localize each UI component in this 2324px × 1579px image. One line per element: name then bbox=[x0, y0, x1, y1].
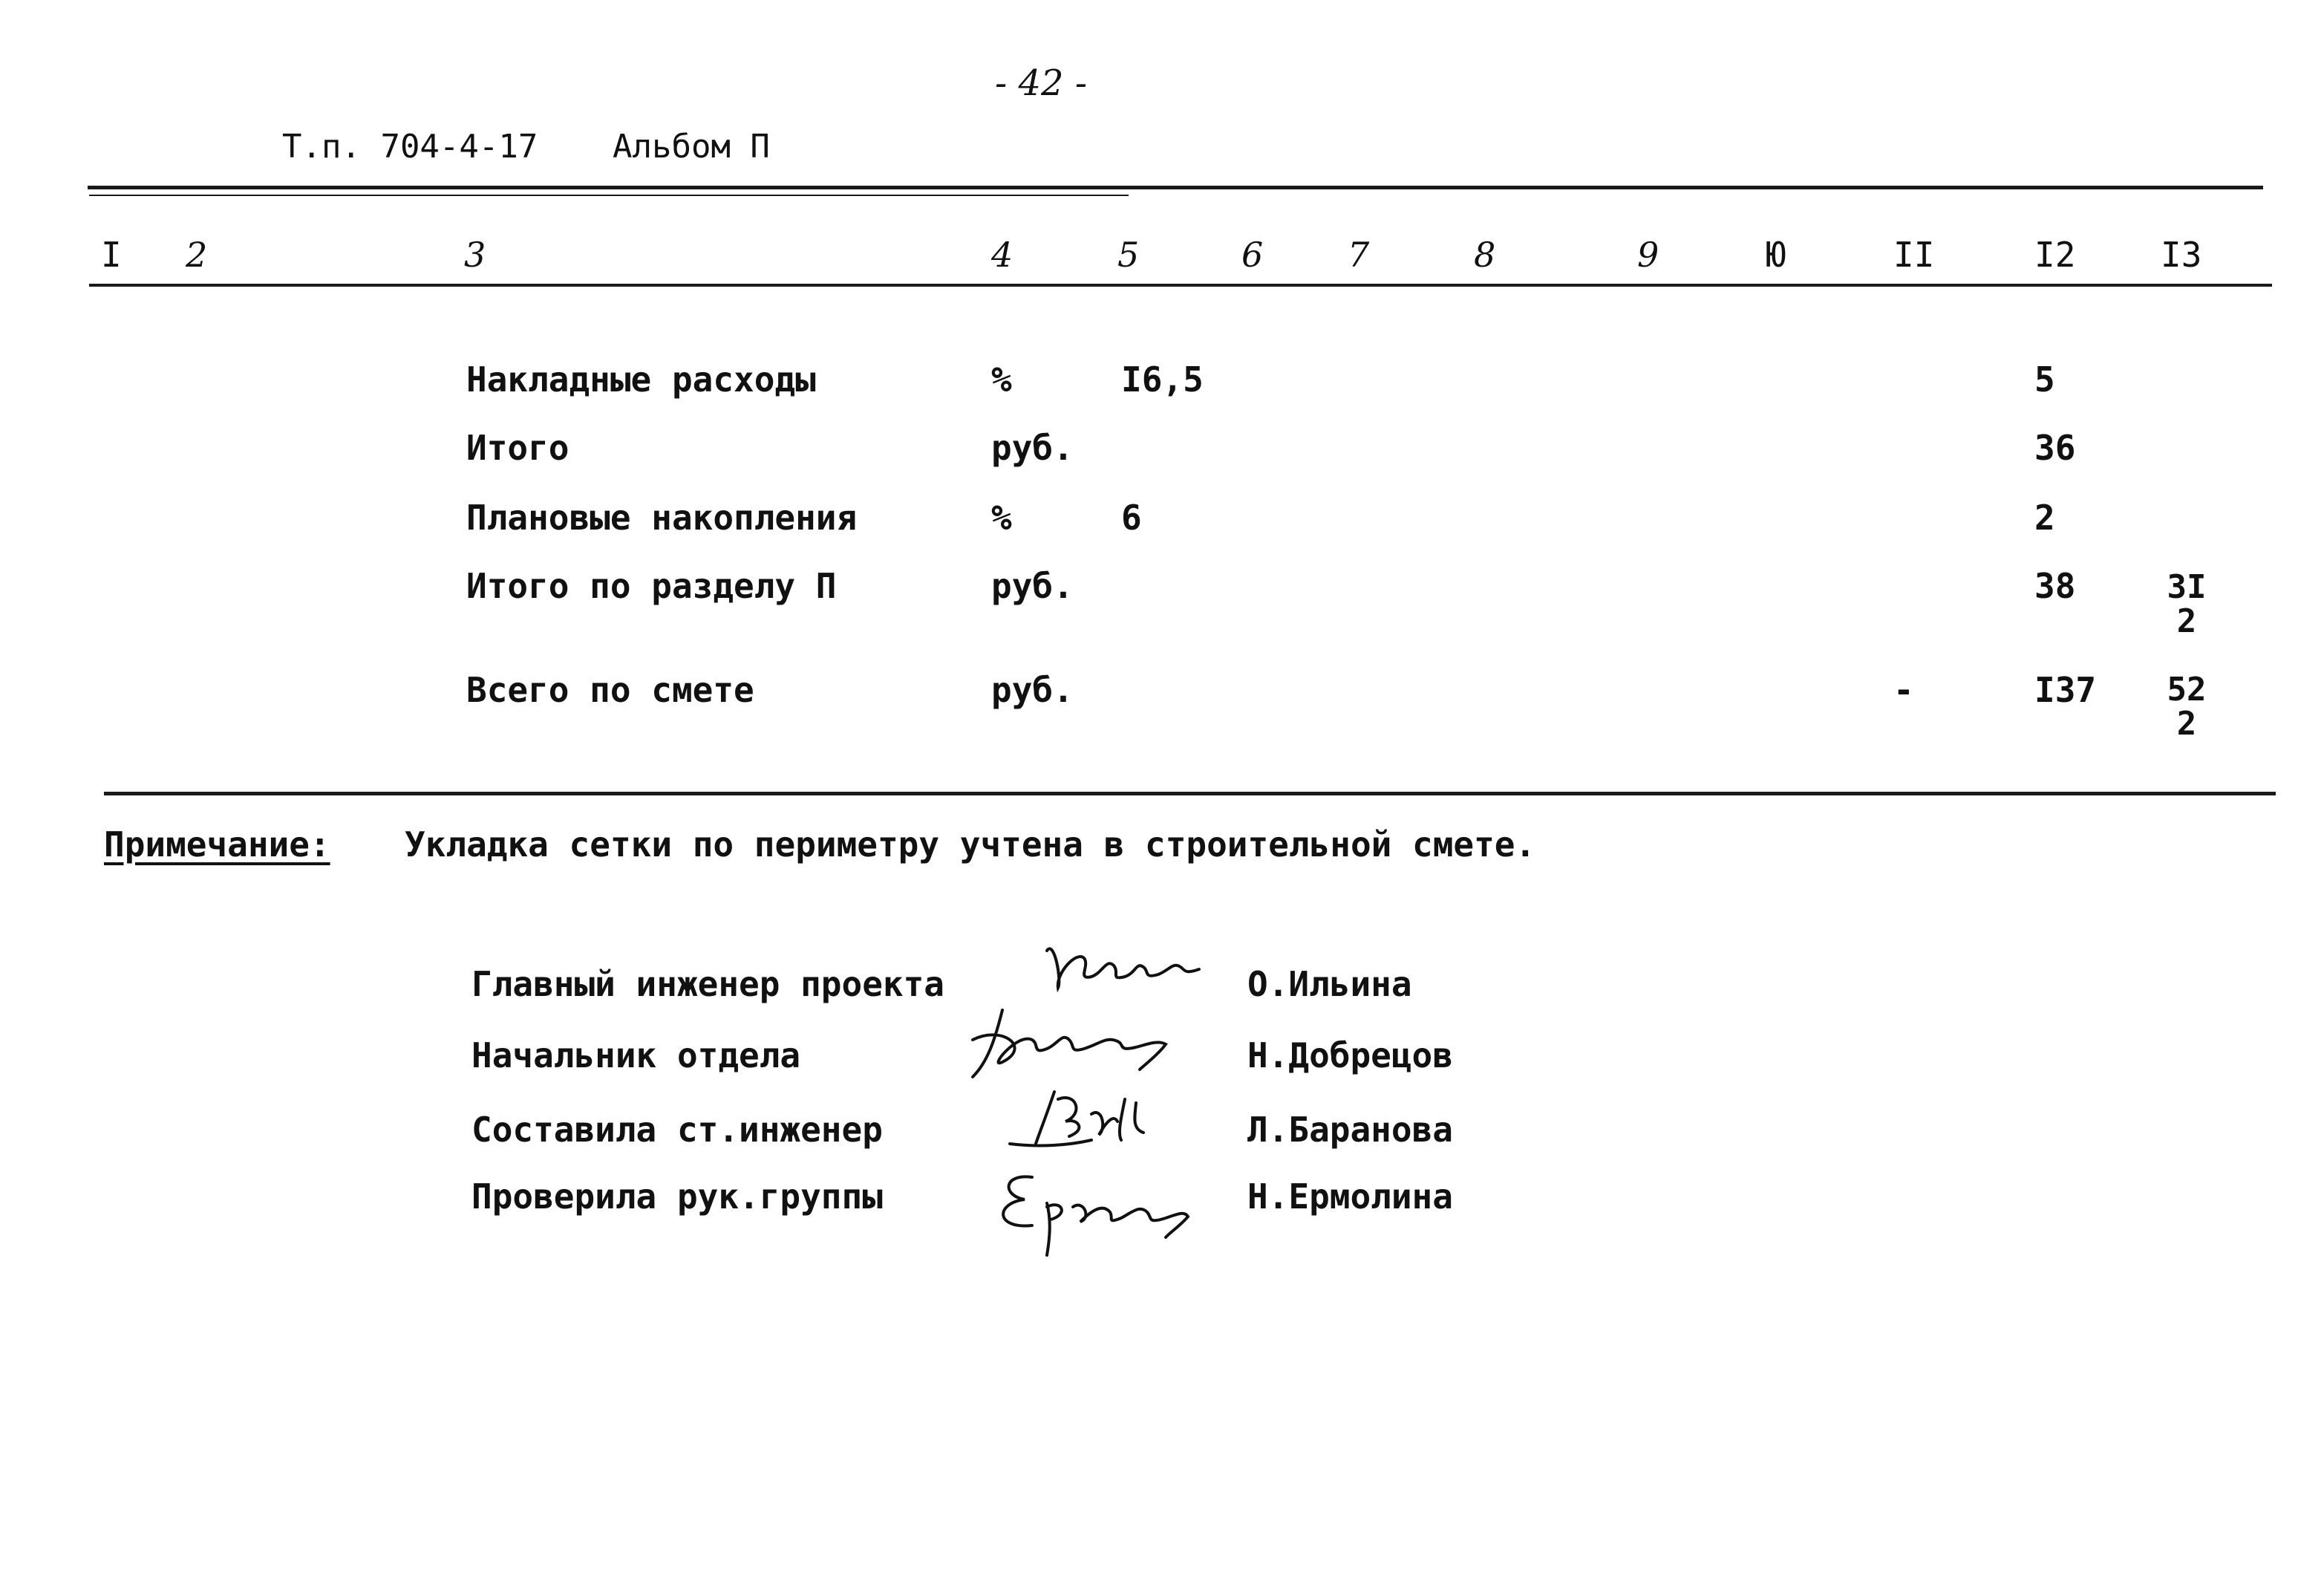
signature-baranova bbox=[995, 1077, 1173, 1166]
row-col11: - bbox=[1893, 670, 1914, 710]
header-rule bbox=[89, 284, 2272, 287]
row-name: Накладные расходы bbox=[466, 359, 816, 400]
row-rate: 6 bbox=[1121, 498, 1142, 538]
column-number-3: 3 bbox=[464, 235, 486, 275]
row-unit: % bbox=[991, 359, 1012, 400]
signer-name: О.Ильина bbox=[1247, 964, 1412, 1004]
row-unit: руб. bbox=[991, 566, 1074, 606]
album-label: Альбом П bbox=[613, 128, 770, 166]
column-number-13: I3 bbox=[2161, 235, 2202, 275]
row-col12: 2 bbox=[2034, 498, 2055, 538]
row-col13-upper: 3I bbox=[2167, 568, 2207, 606]
signer-name: Л.Баранова bbox=[1247, 1110, 1453, 1150]
row-name: Плановые накопления bbox=[466, 498, 858, 538]
column-number-8: 8 bbox=[1474, 235, 1496, 275]
column-number-4: 4 bbox=[991, 235, 1014, 275]
column-number-11: II bbox=[1893, 235, 1935, 275]
note-text: Укладка сетки по периметру учтена в строительной смете. bbox=[405, 824, 1536, 865]
signer-name: Н.Ермолина bbox=[1247, 1176, 1453, 1217]
row-unit: руб. bbox=[991, 670, 1074, 710]
signer-role: Проверила рук.группы bbox=[471, 1176, 883, 1217]
row-rate: I6,5 bbox=[1121, 359, 1204, 400]
row-col13-upper: 52 bbox=[2167, 671, 2207, 709]
row-unit: руб. bbox=[991, 428, 1074, 468]
column-number-10: Ю bbox=[1766, 235, 1786, 275]
column-number-6: 6 bbox=[1241, 235, 1264, 275]
column-number-2: 2 bbox=[186, 235, 208, 275]
row-name: Итого bbox=[466, 428, 569, 468]
row-col12: 38 bbox=[2034, 566, 2076, 606]
row-col12: 5 bbox=[2034, 359, 2055, 400]
note-label: Примечание: bbox=[104, 824, 330, 865]
top-rule-second bbox=[89, 195, 1129, 196]
row-col12: I37 bbox=[2034, 670, 2097, 710]
row-col13-lower: 2 bbox=[2176, 705, 2197, 743]
signer-name: Н.Добрецов bbox=[1247, 1035, 1453, 1075]
row-name: Всего по смете bbox=[466, 670, 754, 710]
row-col12: 36 bbox=[2034, 428, 2076, 468]
top-rule bbox=[88, 186, 2263, 189]
table-bottom-rule bbox=[104, 792, 2276, 795]
document-code: Т.п. 704-4-17 bbox=[282, 128, 538, 166]
signer-role: Главный инженер проекта bbox=[471, 964, 944, 1004]
signature-ilyina bbox=[1032, 936, 1225, 1003]
row-col13-lower: 2 bbox=[2176, 602, 2197, 640]
column-number-1: I bbox=[101, 235, 122, 275]
column-number-7: 7 bbox=[1348, 235, 1370, 275]
column-number-9: 9 bbox=[1637, 235, 1659, 275]
signer-role: Начальник отдела bbox=[471, 1035, 801, 1075]
signature-ermolina bbox=[980, 1159, 1203, 1263]
page-number: - 42 - bbox=[995, 62, 1088, 104]
column-number-12: I2 bbox=[2034, 235, 2076, 275]
row-unit: % bbox=[991, 498, 1012, 538]
signer-role: Составила ст.инженер bbox=[471, 1110, 883, 1150]
column-number-5: 5 bbox=[1117, 235, 1140, 275]
row-name: Итого по разделу П bbox=[466, 566, 837, 606]
